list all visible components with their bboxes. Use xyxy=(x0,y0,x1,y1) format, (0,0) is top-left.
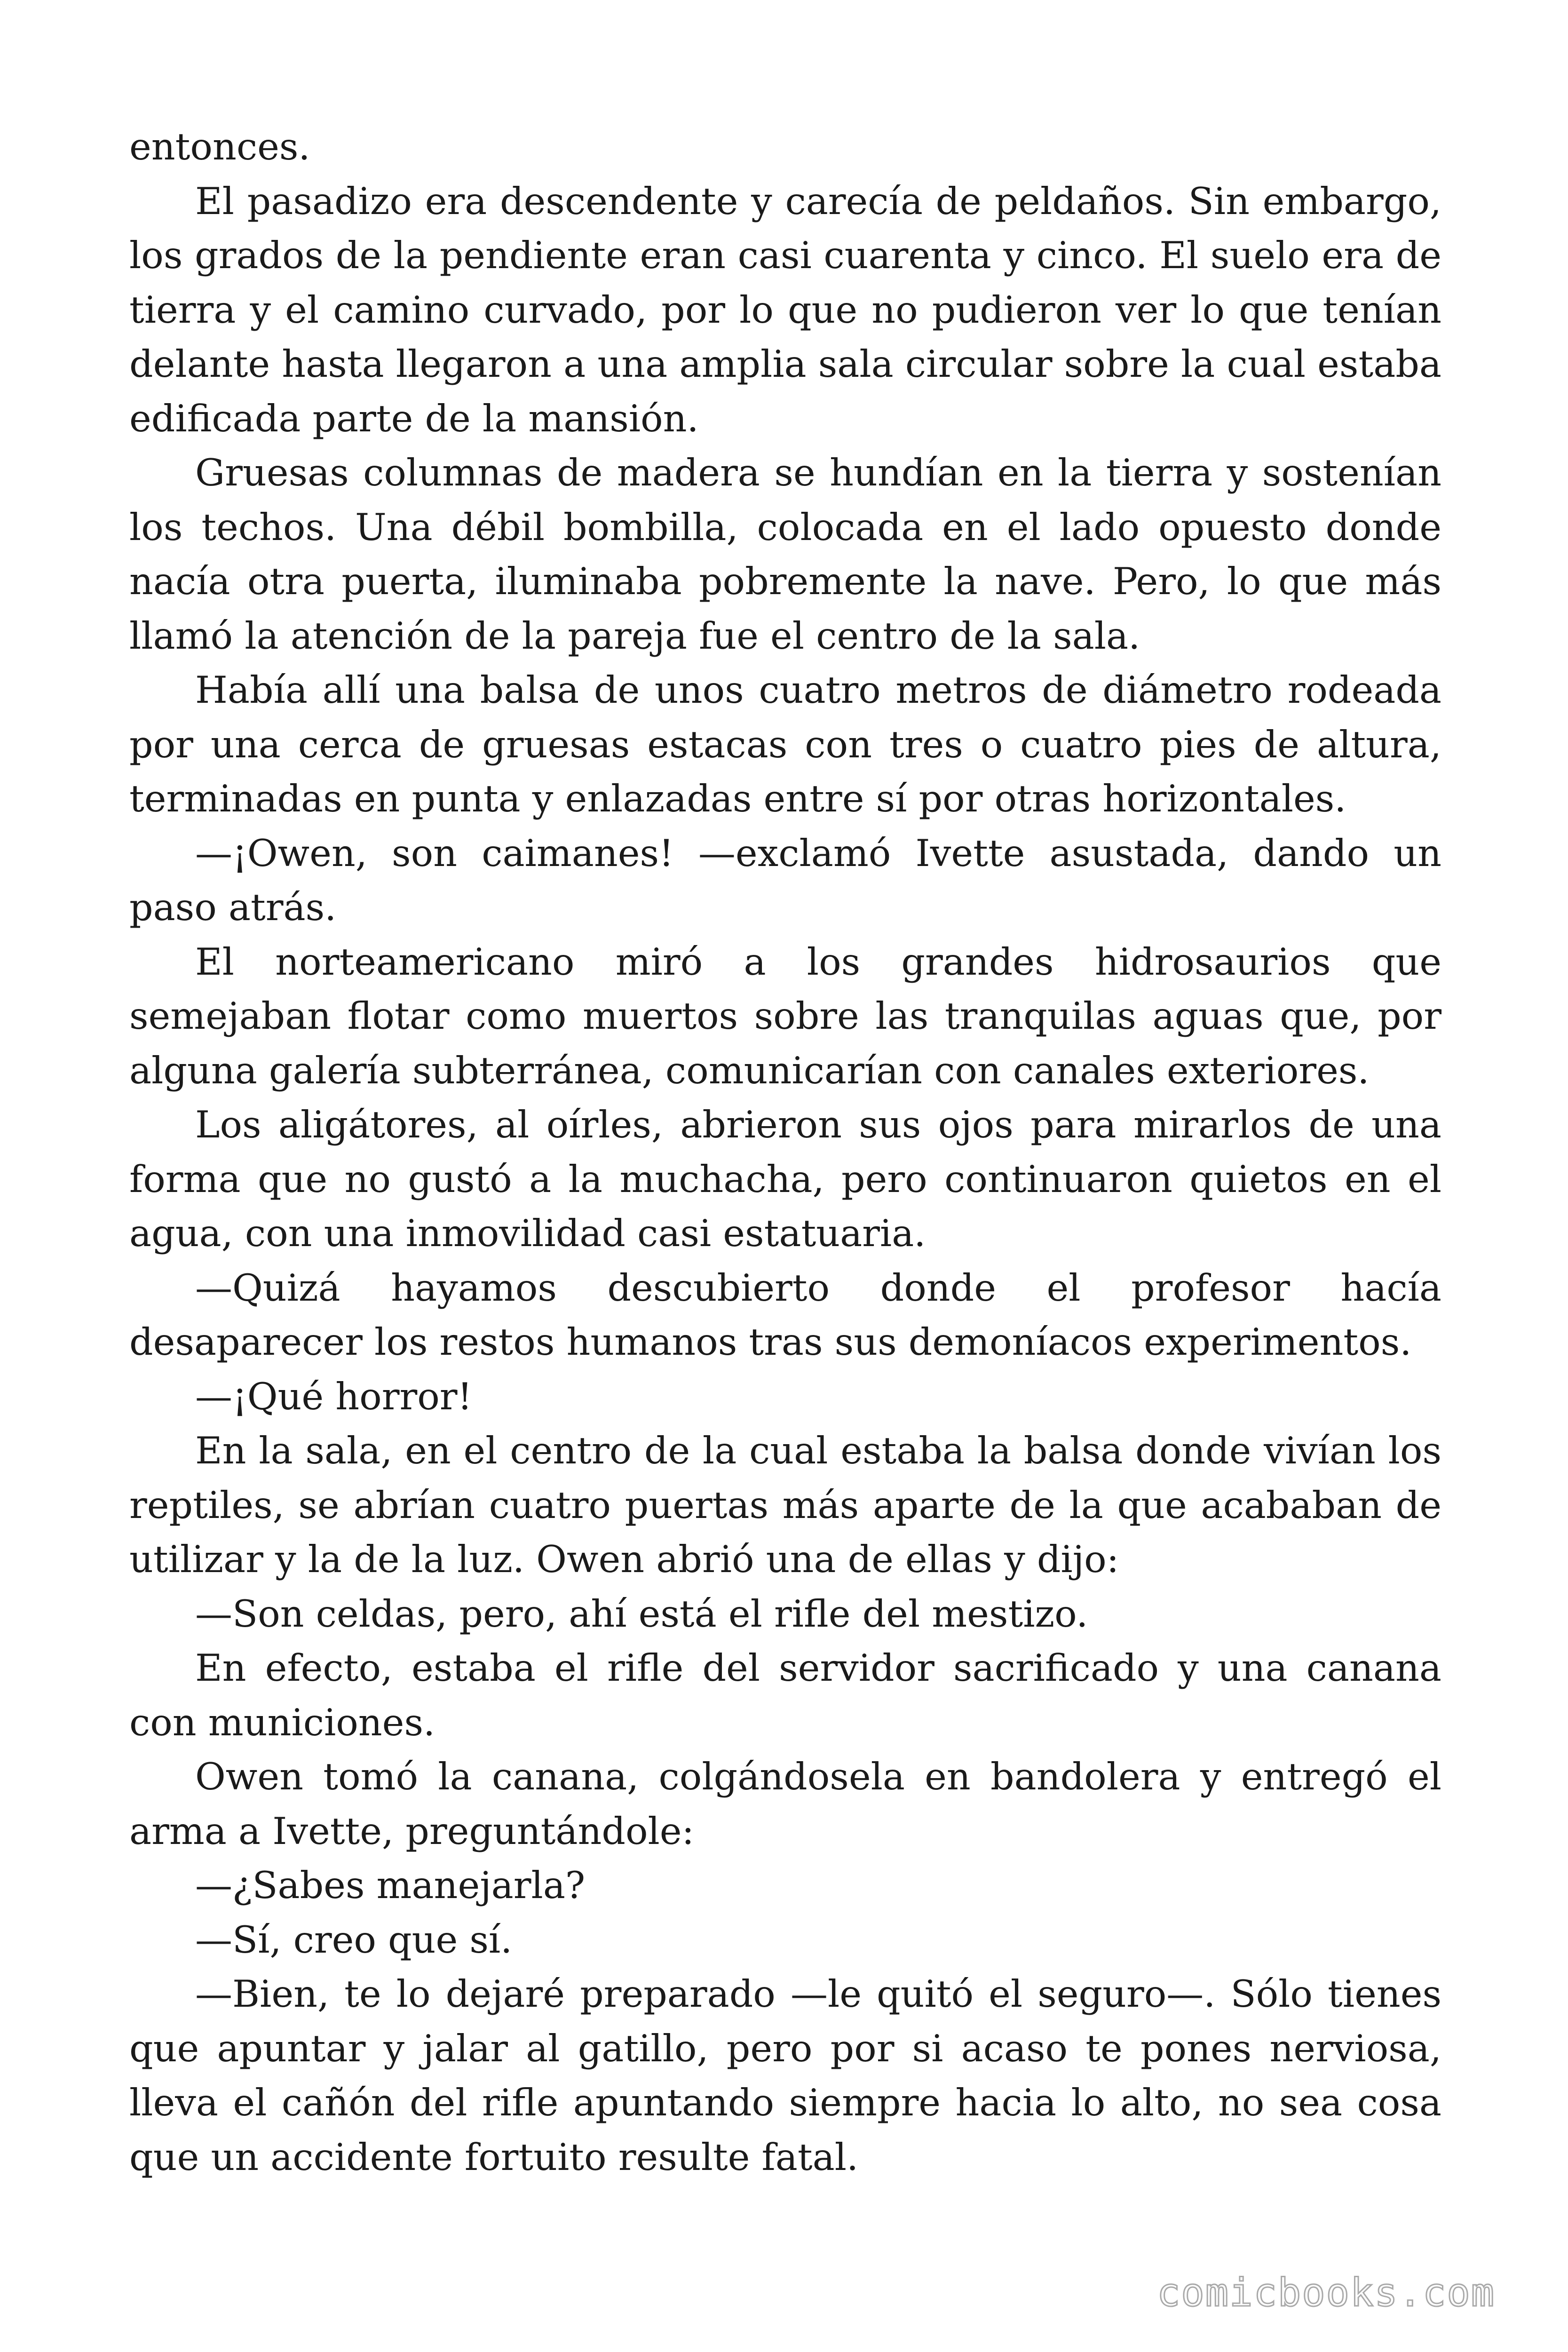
paragraph-6: El norteamericano miró a los grandes hidrosaurios que semejaban flotar como muertos sobre las tranquilas aguas que, por alguna galería subterránea, comunicarían con canales exteriores. xyxy=(129,940,1441,1092)
watermark: comicbooks.com xyxy=(1157,2271,1496,2315)
paragraph-9: —¡Qué horror! xyxy=(195,1375,473,1418)
paragraph-7: Los aligátores, al oírles, abrieron sus ojos para mirarlos de una forma que no gustó a la muchacha, pero continuaron quietos en el agua, con una inmovilidad casi estatuaria. xyxy=(129,1103,1441,1255)
paragraph-11: —Son celdas, pero, ahí está el rifle del mestizo. xyxy=(195,1592,1088,1636)
paragraph-10: En la sala, en el centro de la cual estaba la balsa donde vivían los reptiles, se abrían cuatro puertas más aparte de la que acababan de utilizar y la de la luz. Owen abrió una de ellas y dijo: xyxy=(129,1429,1441,1581)
paragraph-12: En efecto, estaba el rifle del servidor sacrificado y una canana con municiones. xyxy=(129,1646,1441,1744)
paragraph-13: Owen tomó la canana, colgándosela en bandolera y entregó el arma a Ivette, preguntándole: xyxy=(129,1755,1441,1853)
paragraph-8: —Quizá hayamos descubierto donde el profesor hacía desaparecer los restos humanos tras sus demoníacos experimentos. xyxy=(129,1266,1441,1364)
page-body xyxy=(129,120,1441,2185)
paragraph-16: —Bien, te lo dejaré preparado —le quitó el seguro—. Sólo tienes que apuntar y jalar al gatillo, pero por si acaso te pones nerviosa, lleva el cañón del rifle apuntando siempre hacia lo alto, no sea cosa que un accidente fortuito resulte fatal. xyxy=(129,1972,1441,2179)
paragraph-14: —¿Sabes manejarla? xyxy=(195,1864,586,1907)
paragraph-15: —Sí, creo que sí. xyxy=(195,1918,513,1962)
paragraph-2: El pasadizo era descendente y carecía de peldaños. Sin embargo, los grados de la pendiente eran casi cuarenta y cinco. El suelo era de tierra y el camino curvado, por lo que no pudieron ver lo que tenían delante hasta llegaron a una amplia sala circular sobre la cual estaba edificada parte de la mansión. xyxy=(129,179,1441,440)
paragraph-4: Había allí una balsa de unos cuatro metros de diámetro rodeada por una cerca de gruesas estacas con tres o cuatro pies de altura, terminadas en punta y enlazadas entre sí por otras horizontales. xyxy=(129,668,1441,820)
paragraph-3: Gruesas columnas de madera se hundían en la tierra y sostenían los techos. Una débil bombilla, colocada en el lado opuesto donde nacía otra puerta, iluminaba pobremente la nave. Pero, lo que más llamó la atención de la pareja fue el centro de la sala. xyxy=(129,451,1441,658)
paragraph-1: entonces. xyxy=(129,125,310,168)
paragraph-5: —¡Owen, son caimanes! —exclamó Ivette asustada, dando un paso atrás. xyxy=(129,831,1441,929)
